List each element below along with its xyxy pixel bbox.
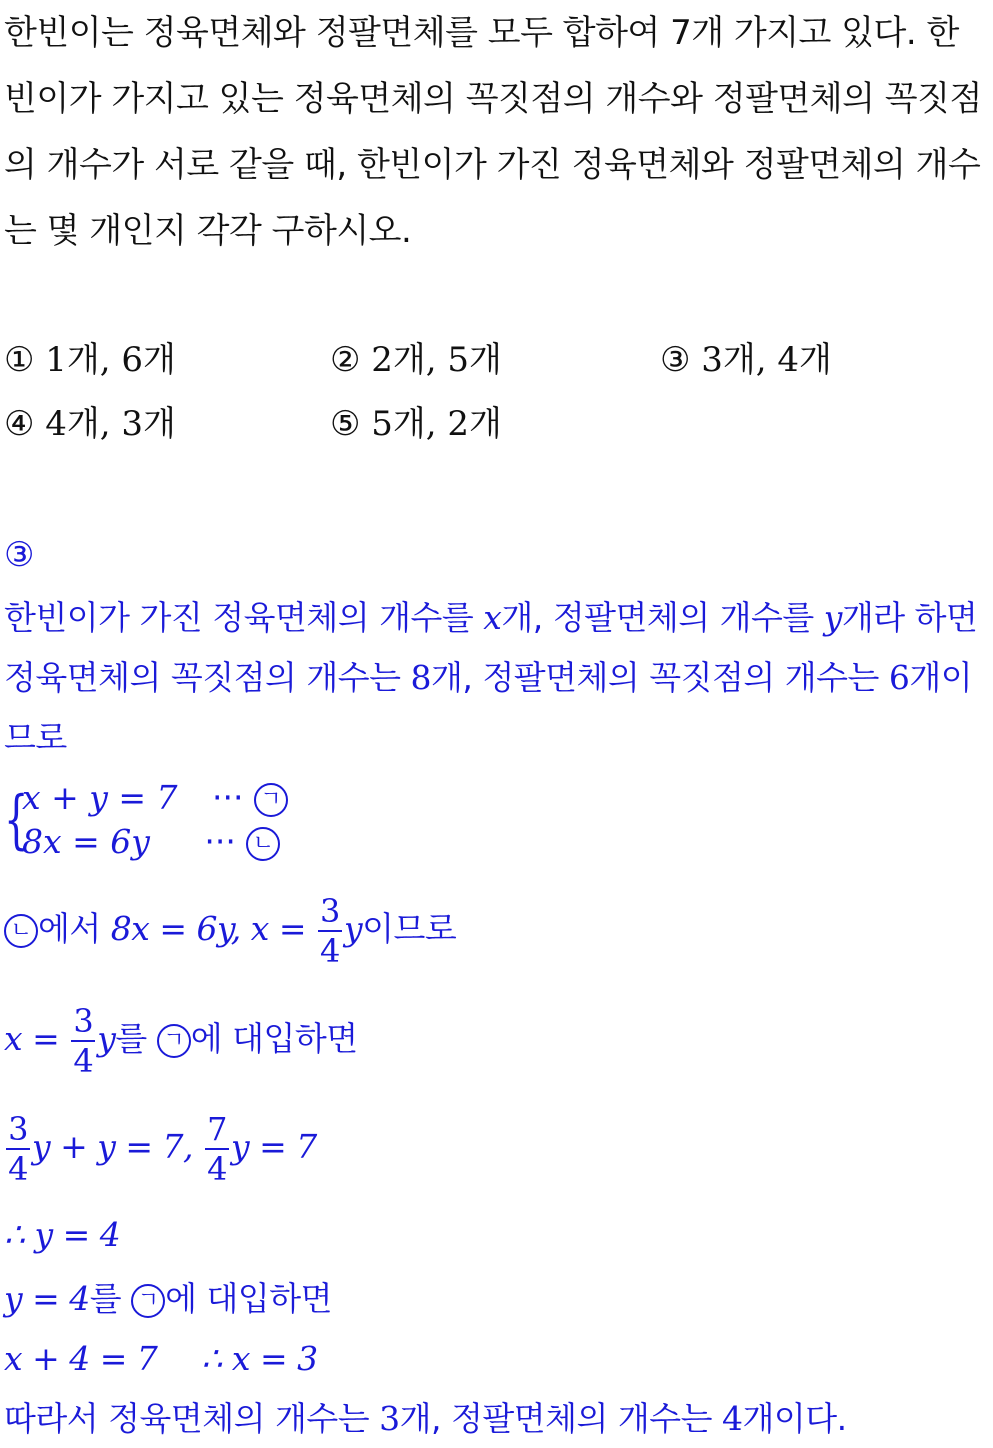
step-3-middle: y + y = 7,: [32, 1127, 204, 1166]
conclusion-text-c: 개이다.: [742, 1399, 847, 1438]
step-1-text-a: 에서: [38, 909, 111, 948]
var-x: x: [483, 598, 502, 637]
intro-text-c: 개라 하면 정육면체의 꼭짓점의 개수는: [4, 598, 978, 697]
choice-text: 1개, 6개: [45, 340, 176, 380]
intro-text-d: 개, 정팔면체의 꼭짓점의 개수는: [431, 658, 889, 697]
system-brace: {: [4, 783, 29, 857]
fraction-3-4: [71, 1002, 95, 1080]
choice-text: 2개, 5개: [371, 340, 502, 380]
solution-intro: [4, 588, 989, 768]
solution-answer: ③: [4, 535, 34, 575]
step-6-equation-1: x + 4 = 7: [4, 1339, 158, 1378]
choice-marker: ④: [4, 404, 35, 444]
count-6: 6: [888, 658, 910, 697]
count-cube: 3: [379, 1399, 400, 1438]
step-2-text-b: 에 대입하면: [190, 1019, 358, 1058]
count-octahedron: 4: [722, 1399, 743, 1438]
conclusion-text-b: 개, 정팔면체의 개수는: [399, 1399, 723, 1438]
choice-3[interactable]: [660, 332, 832, 381]
step-6-equation-2: ∴ x = 3: [201, 1339, 318, 1378]
choice-4[interactable]: [4, 396, 176, 445]
fraction-7-4: [205, 1110, 229, 1188]
intro-text-a: 한빈이가 가진 정육면체의 개수를: [4, 598, 484, 637]
step-6: [4, 1330, 989, 1388]
numerator: 7: [207, 1109, 227, 1148]
choice-1[interactable]: [4, 332, 176, 381]
dots: ···: [212, 778, 244, 817]
fraction-3-4: [318, 892, 342, 970]
fraction-3-4: [6, 1110, 30, 1188]
step-5: [4, 1270, 989, 1328]
step-5-equation: y = 4: [4, 1279, 90, 1318]
var-y: y: [823, 598, 842, 637]
conclusion-text-a: 따라서 정육면체의 개수는: [4, 1399, 380, 1438]
step-2-lhs: x =: [4, 1019, 70, 1058]
equation-2-text: 8x = 6y: [22, 822, 150, 861]
choice-text: 3개, 4개: [701, 340, 832, 380]
intro-text-b: 개, 정팔면체의 개수를: [501, 598, 824, 637]
choice-marker: ②: [330, 340, 361, 380]
choice-2[interactable]: [330, 332, 502, 381]
denominator: 4: [207, 1149, 227, 1188]
step-5-text-b: 에 대입하면: [165, 1279, 333, 1318]
step-3-end: y = 7: [231, 1127, 317, 1166]
step-1: [4, 886, 989, 972]
denominator: 4: [73, 1041, 94, 1080]
step-5-text-a: 를: [89, 1279, 132, 1318]
count-8: 8: [410, 658, 432, 697]
mark-giyeok: ㄱ: [157, 1024, 191, 1058]
choice-marker: ③: [660, 340, 691, 380]
step-4: ∴ y = 4: [4, 1215, 121, 1254]
choice-text: 5개, 2개: [371, 404, 502, 444]
equation-1: [22, 778, 288, 817]
numerator: 3: [320, 891, 340, 930]
numerator: 3: [8, 1109, 28, 1148]
choice-marker: ①: [4, 340, 35, 380]
choice-text: 4개, 3개: [45, 404, 176, 444]
intro-text-e: 개이므로: [4, 658, 973, 757]
var-y: y: [343, 909, 363, 948]
step-2-text-a: 를: [115, 1019, 157, 1058]
step-1-equation: 8x = 6y, x =: [110, 909, 316, 948]
choice-5[interactable]: [330, 396, 502, 445]
mark-nieun: ㄴ: [246, 827, 280, 861]
mark-nieun: ㄴ: [4, 914, 38, 948]
numerator: 3: [73, 1001, 94, 1040]
equation-2: [22, 822, 280, 861]
denominator: 4: [320, 931, 340, 970]
step-2: [4, 996, 989, 1082]
step-3: [4, 1104, 989, 1190]
mark-giyeok: ㄱ: [131, 1284, 165, 1318]
var-y: y: [97, 1019, 116, 1058]
denominator: 4: [8, 1149, 28, 1188]
question-text: 한빈이는 정육면체와 정팔면체를 모두 합하여 7개 가지고 있다. 한빈이가 가지고 있는 정육면체의 꼭짓점의 개수와 정팔면체의 꼭짓점의 개수가 서로 같을 때, 한빈이가 가진 정육면체와 정팔면체의 개수는 몇 개인지 각각 구하시오.: [4, 13, 982, 251]
mark-giyeok: ㄱ: [254, 783, 288, 817]
dots: ···: [204, 822, 236, 861]
conclusion: [4, 1390, 989, 1448]
step-1-text-c: 이므로: [362, 909, 457, 948]
equation-1-text: x + y = 7: [22, 778, 178, 817]
choice-marker: ⑤: [330, 404, 361, 444]
